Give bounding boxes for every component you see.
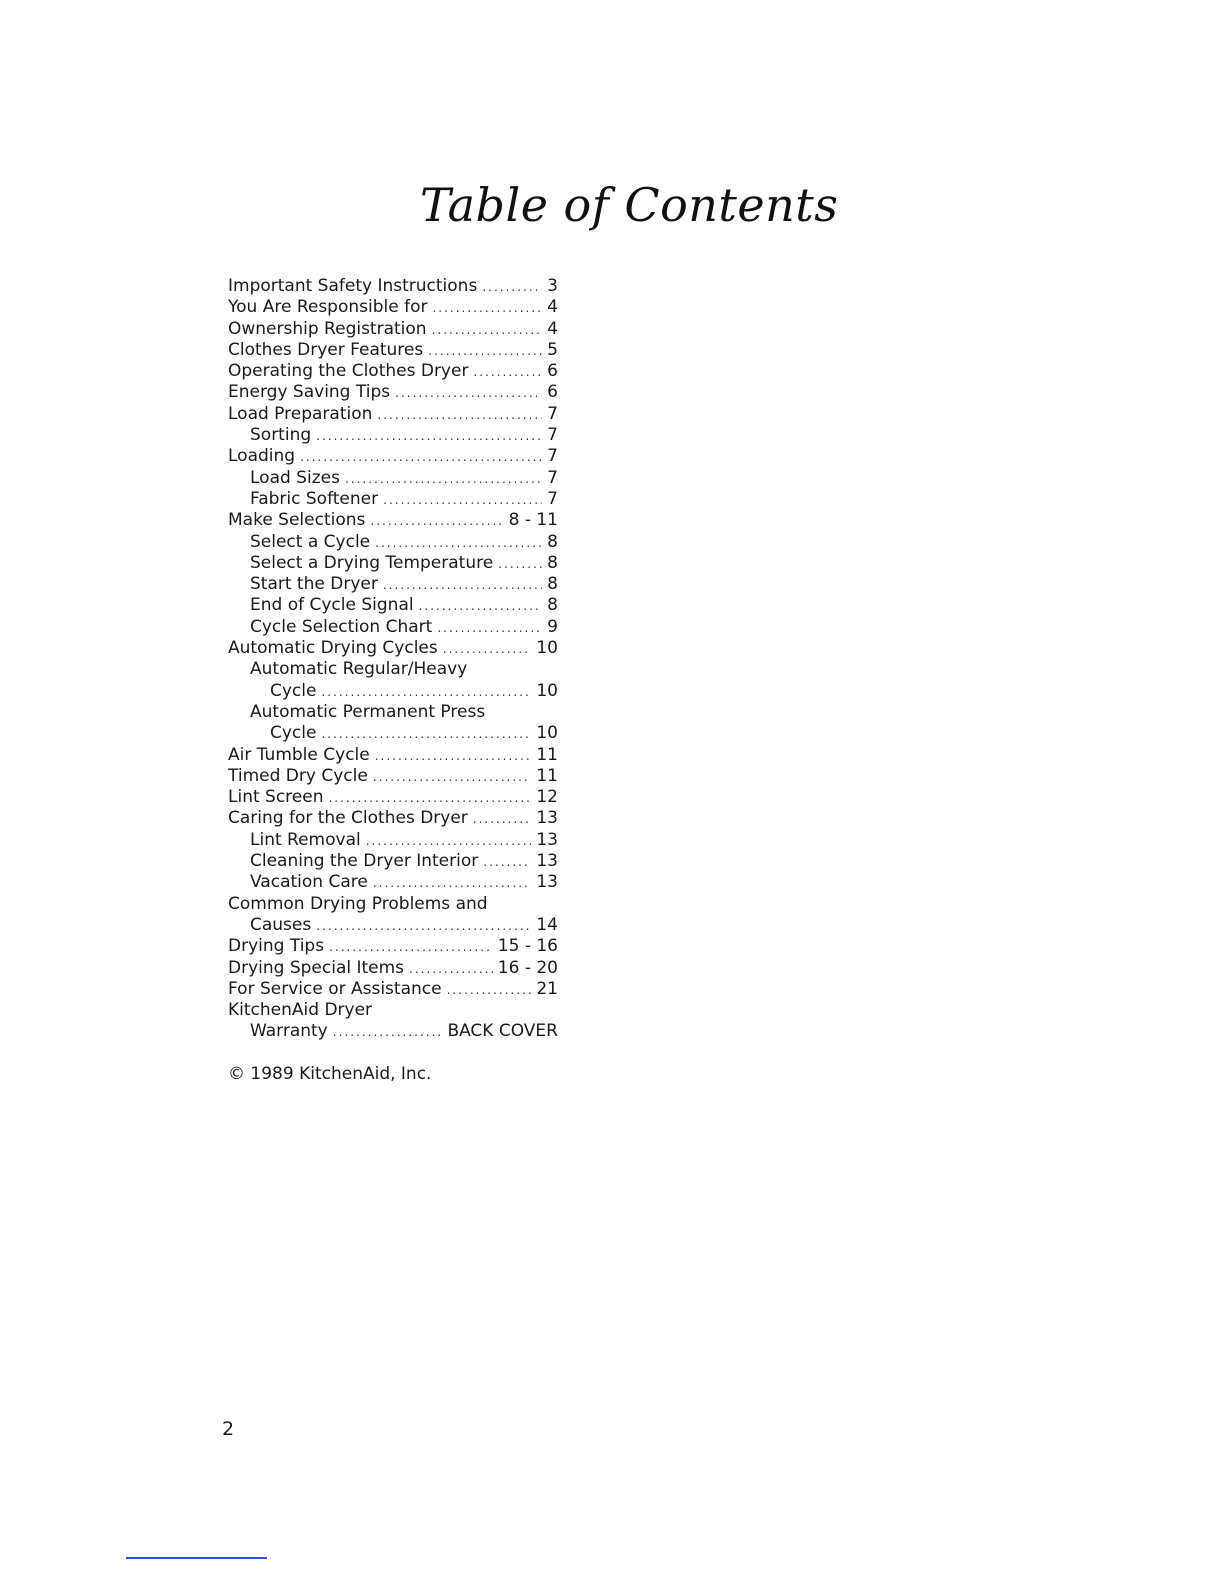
toc-leader-dots [366, 831, 532, 852]
toc-leader-dots [443, 639, 532, 660]
toc-entry-page: 10 [536, 680, 558, 701]
toc-entry-label: For Service or Assistance [228, 978, 442, 999]
toc-leader-dots [321, 682, 531, 703]
toc-leader-dots [329, 937, 493, 958]
toc-entry-label: Cycle [270, 723, 317, 744]
toc-entry-label: Fabric Softener [250, 488, 379, 509]
toc-entry-label: Automatic Regular/Heavy [250, 659, 468, 680]
page-number: 2 [222, 1418, 235, 1440]
toc-entry-label: Make Selections [228, 510, 366, 531]
toc-entry-label: Drying Special Items [228, 957, 405, 978]
toc-entry [228, 468, 558, 489]
toc-leader-dots [482, 277, 542, 298]
toc-entry [228, 276, 558, 297]
toc-entry-page: 7 [547, 467, 558, 488]
toc-entry [228, 958, 558, 979]
toc-entry-page: 4 [547, 318, 558, 339]
toc-leader-dots [437, 618, 542, 639]
toc-entry-page: BACK COVER [447, 1021, 558, 1042]
toc-entry-label: Select a Drying Temperature [250, 552, 494, 573]
toc-entry-label: Load Sizes [250, 467, 340, 488]
toc-entry-page: 13 [536, 829, 558, 850]
toc-entry [228, 319, 558, 340]
toc-leader-dots [373, 767, 532, 788]
toc-entry-page: 8 [547, 531, 558, 552]
toc-leader-dots [370, 511, 503, 532]
toc-entry [228, 894, 558, 915]
toc-leader-dots [428, 341, 542, 362]
toc-entry-page: 3 [547, 276, 558, 296]
toc-leader-dots [409, 959, 493, 980]
toc-entry [228, 446, 558, 467]
toc-entry [228, 382, 558, 403]
toc-entry [228, 297, 558, 318]
toc-entry-page: 6 [547, 361, 558, 382]
toc-entry-label: Ownership Registration [228, 318, 427, 339]
toc-leader-dots [395, 383, 542, 404]
table-of-contents [228, 276, 558, 1043]
toc-entry-label: Common Drying Problems and [228, 893, 488, 914]
toc-entry [228, 830, 558, 851]
toc-entry [228, 595, 558, 616]
toc-entry [228, 936, 558, 957]
toc-entry [228, 659, 558, 680]
toc-entry-label: You Are Responsible for [228, 297, 428, 318]
toc-entry-label: Cycle Selection Chart [250, 616, 433, 637]
toc-entry-page: 8 [547, 574, 558, 595]
toc-entry-page: 5 [547, 339, 558, 360]
toc-entry [228, 1000, 558, 1021]
toc-leader-dots [321, 724, 531, 745]
toc-entry-label: Drying Tips [228, 936, 325, 957]
toc-leader-dots [328, 788, 531, 809]
toc-entry-page: 13 [536, 872, 558, 893]
toc-entry-page: 4 [547, 297, 558, 318]
toc-leader-dots [447, 980, 532, 1001]
toc-leader-dots [432, 298, 542, 319]
toc-entry-label: Automatic Permanent Press [250, 701, 486, 722]
toc-leader-dots [383, 490, 542, 511]
toc-entry-label: Sorting [250, 425, 312, 446]
toc-entry-page: 10 [536, 723, 558, 744]
toc-entry-page: 7 [547, 403, 558, 424]
toc-leader-dots [375, 533, 542, 554]
footer-rule [126, 1557, 267, 1559]
toc-leader-dots [375, 746, 532, 767]
toc-leader-dots [383, 575, 542, 596]
toc-entry-label: Start the Dryer [250, 574, 378, 595]
toc-entry-page: 11 [536, 744, 558, 765]
toc-entry [228, 979, 558, 1000]
toc-entry-page: 15 - 16 [497, 936, 558, 957]
toc-entry-label: Lint Screen [228, 787, 324, 808]
toc-leader-dots [333, 1022, 443, 1043]
toc-entry-label: Vacation Care [250, 872, 368, 893]
toc-entry-page: 16 - 20 [497, 957, 558, 978]
toc-leader-dots [498, 554, 542, 575]
toc-entry-label: Causes [250, 914, 312, 935]
toc-entry [228, 574, 558, 595]
toc-entry-page: 14 [536, 914, 558, 935]
toc-leader-dots [345, 469, 542, 490]
toc-leader-dots [483, 852, 531, 873]
toc-entry-page: 9 [547, 616, 558, 637]
toc-leader-dots [316, 916, 531, 937]
toc-entry [228, 489, 558, 510]
toc-entry [228, 915, 558, 936]
toc-entry-page: 6 [547, 382, 558, 403]
toc-entry [228, 787, 558, 808]
toc-entry-page: 10 [536, 638, 558, 659]
toc-entry-label: Operating the Clothes Dryer [228, 361, 469, 382]
toc-entry-label: Lint Removal [250, 829, 361, 850]
toc-entry-page: 12 [536, 787, 558, 808]
toc-entry-label: Air Tumble Cycle [228, 744, 370, 765]
toc-leader-dots [473, 809, 532, 830]
toc-entry [228, 1021, 558, 1042]
toc-entry-page: 21 [536, 978, 558, 999]
toc-entry-label: Timed Dry Cycle [228, 765, 368, 786]
toc-entry-label: Select a Cycle [250, 531, 371, 552]
toc-entry [228, 340, 558, 361]
toc-entry-label: Clothes Dryer Features [228, 339, 424, 360]
toc-entry-label: Automatic Drying Cycles [228, 638, 438, 659]
toc-entry [228, 851, 558, 872]
toc-entry-label: Energy Saving Tips [228, 382, 391, 403]
toc-entry [228, 681, 558, 702]
toc-entry-page: 7 [547, 425, 558, 446]
toc-entry-page: 7 [547, 488, 558, 509]
toc-entry [228, 617, 558, 638]
toc-entry-label: Important Safety Instructions [228, 276, 478, 296]
toc-entry-page: 8 - 11 [508, 510, 558, 531]
toc-entry-label: End of Cycle Signal [250, 595, 414, 616]
toc-leader-dots [300, 447, 542, 468]
toc-entry-label: Loading [228, 446, 296, 467]
toc-entry-label: Cycle [270, 680, 317, 701]
toc-entry [228, 766, 558, 787]
toc-entry-page: 13 [536, 851, 558, 872]
toc-entry-page: 13 [536, 808, 558, 829]
toc-leader-dots [432, 320, 543, 341]
toc-entry [228, 404, 558, 425]
toc-leader-dots [377, 405, 542, 426]
copyright-notice: © 1989 KitchenAid, Inc. [228, 1064, 432, 1084]
toc-entry-page: 8 [547, 595, 558, 616]
toc-entry-page: 8 [547, 552, 558, 573]
toc-entry [228, 425, 558, 446]
toc-entry [228, 745, 558, 766]
toc-entry [228, 510, 558, 531]
toc-entry [228, 553, 558, 574]
toc-entry [228, 532, 558, 553]
toc-entry-label: Cleaning the Dryer Interior [250, 851, 479, 872]
toc-entry [228, 872, 558, 893]
toc-entry-page: 7 [547, 446, 558, 467]
toc-entry-label: KitchenAid Dryer [228, 1000, 373, 1021]
toc-leader-dots [373, 873, 532, 894]
toc-leader-dots [473, 362, 542, 383]
toc-leader-dots [419, 596, 543, 617]
toc-entry [228, 638, 558, 659]
toc-entry [228, 723, 558, 744]
toc-entry-label: Warranty [250, 1021, 328, 1042]
toc-leader-dots [316, 426, 542, 447]
toc-entry-label: Caring for the Clothes Dryer [228, 808, 468, 829]
toc-entry [228, 361, 558, 382]
toc-entry-page: 11 [536, 765, 558, 786]
toc-entry [228, 702, 558, 723]
page-title: Table of Contents [420, 178, 839, 232]
toc-entry-label: Load Preparation [228, 403, 373, 424]
toc-entry [228, 808, 558, 829]
